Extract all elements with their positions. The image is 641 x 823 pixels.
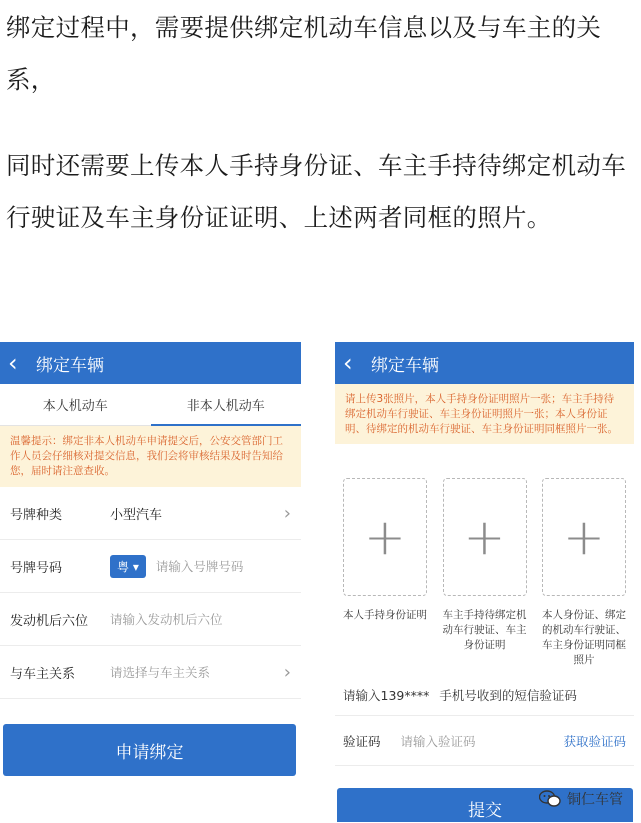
province-select[interactable]: 粤 ▾ bbox=[110, 555, 146, 578]
engine-row bbox=[0, 593, 301, 646]
back-chevron-icon[interactable]: ‹ bbox=[343, 349, 353, 377]
submit-button[interactable]: 提交 bbox=[337, 788, 633, 822]
chevron-right-icon: › bbox=[283, 502, 291, 524]
tab-own-vehicle[interactable]: 本人机动车 bbox=[42, 399, 108, 414]
right-phone-screenshot bbox=[335, 342, 634, 822]
plate-number-label: 号牌号码 bbox=[10, 560, 63, 576]
upload-slot-3 bbox=[539, 478, 629, 668]
chevron-right-icon: › bbox=[283, 661, 291, 683]
left-top-bar bbox=[0, 342, 301, 384]
vehicle-owner-tabs bbox=[0, 384, 301, 426]
upload-caption-2: 车主手持待绑定机动车行驶证、车主身份证明 bbox=[442, 609, 527, 651]
back-chevron-icon[interactable]: ‹ bbox=[8, 349, 18, 377]
relation-row[interactable] bbox=[0, 646, 301, 699]
code-input-row bbox=[335, 716, 634, 766]
photo-upload-row bbox=[335, 478, 634, 668]
verification-section bbox=[335, 674, 634, 766]
upload-slot-2 bbox=[440, 478, 530, 668]
upload-caption-3: 本人身份证、绑定的机动车行驶证、车主身份证明同框照片 bbox=[542, 609, 626, 666]
article-paragraph-1: 绑定过程中，需要提供绑定机动车信息以及与车主的关系， bbox=[6, 13, 602, 94]
plate-type-row[interactable] bbox=[0, 487, 301, 540]
engine-label: 发动机后六位 bbox=[10, 613, 89, 629]
get-code-link[interactable]: 获取验证码 bbox=[563, 733, 626, 749]
code-label: 验证码 bbox=[343, 733, 381, 749]
province-value: 粤 bbox=[117, 559, 130, 574]
add-photo-icon[interactable]: + bbox=[443, 478, 527, 596]
plate-type-value: 小型汽车 bbox=[110, 507, 163, 523]
engine-input[interactable]: 请输入发动机后六位 bbox=[110, 612, 223, 627]
add-photo-icon[interactable]: + bbox=[542, 478, 626, 596]
relation-select[interactable]: 请选择与车主关系 bbox=[110, 665, 211, 680]
wechat-icon bbox=[539, 790, 561, 808]
right-page-title: 绑定车辆 bbox=[371, 355, 439, 376]
right-notice: 请上传3张照片，本人手持身份证明照片一张；车主手持待绑定机动车行驶证、车主身份证明照片一张；本人身份证明、待绑定的机动车行驶证、车主身份证明同框照片一张。 bbox=[335, 384, 634, 444]
left-notice: 温馨提示：绑定非本人机动车申请提交后，公安交管部门工作人员会仔细核对提交信息，我们会将审核结果及时告知给您，届时请注意查收。 bbox=[0, 426, 301, 487]
plate-number-row bbox=[0, 540, 301, 593]
relation-label: 与车主关系 bbox=[10, 666, 76, 682]
wechat-watermark bbox=[539, 789, 623, 809]
sms-hint-row bbox=[335, 674, 634, 716]
plate-type-label: 号牌种类 bbox=[10, 507, 63, 523]
watermark-text: 铜仁车管 bbox=[567, 792, 623, 808]
add-photo-icon[interactable]: + bbox=[343, 478, 427, 596]
sms-hint-suffix: 手机号收到的短信验证码 bbox=[439, 687, 577, 703]
article-paragraph-2: 同时还需要上传本人手持身份证、车主手持待绑定机动车行驶证及车主身份证证明、上述两者同框的照片。 bbox=[6, 151, 626, 232]
sms-phone-prefix: 请输入139**** bbox=[343, 687, 430, 703]
left-page-title: 绑定车辆 bbox=[36, 355, 104, 376]
left-phone-screenshot bbox=[0, 342, 301, 818]
apply-bind-button[interactable]: 申请绑定 bbox=[3, 724, 296, 776]
right-top-bar bbox=[335, 342, 634, 384]
code-input[interactable]: 请输入验证码 bbox=[400, 733, 476, 749]
plate-number-input[interactable]: 请输入号牌号码 bbox=[155, 559, 244, 574]
upload-slot-1 bbox=[340, 478, 430, 668]
upload-caption-1: 本人手持身份证明 bbox=[343, 609, 427, 621]
tab-other-vehicle[interactable]: 非本人机动车 bbox=[151, 384, 302, 425]
